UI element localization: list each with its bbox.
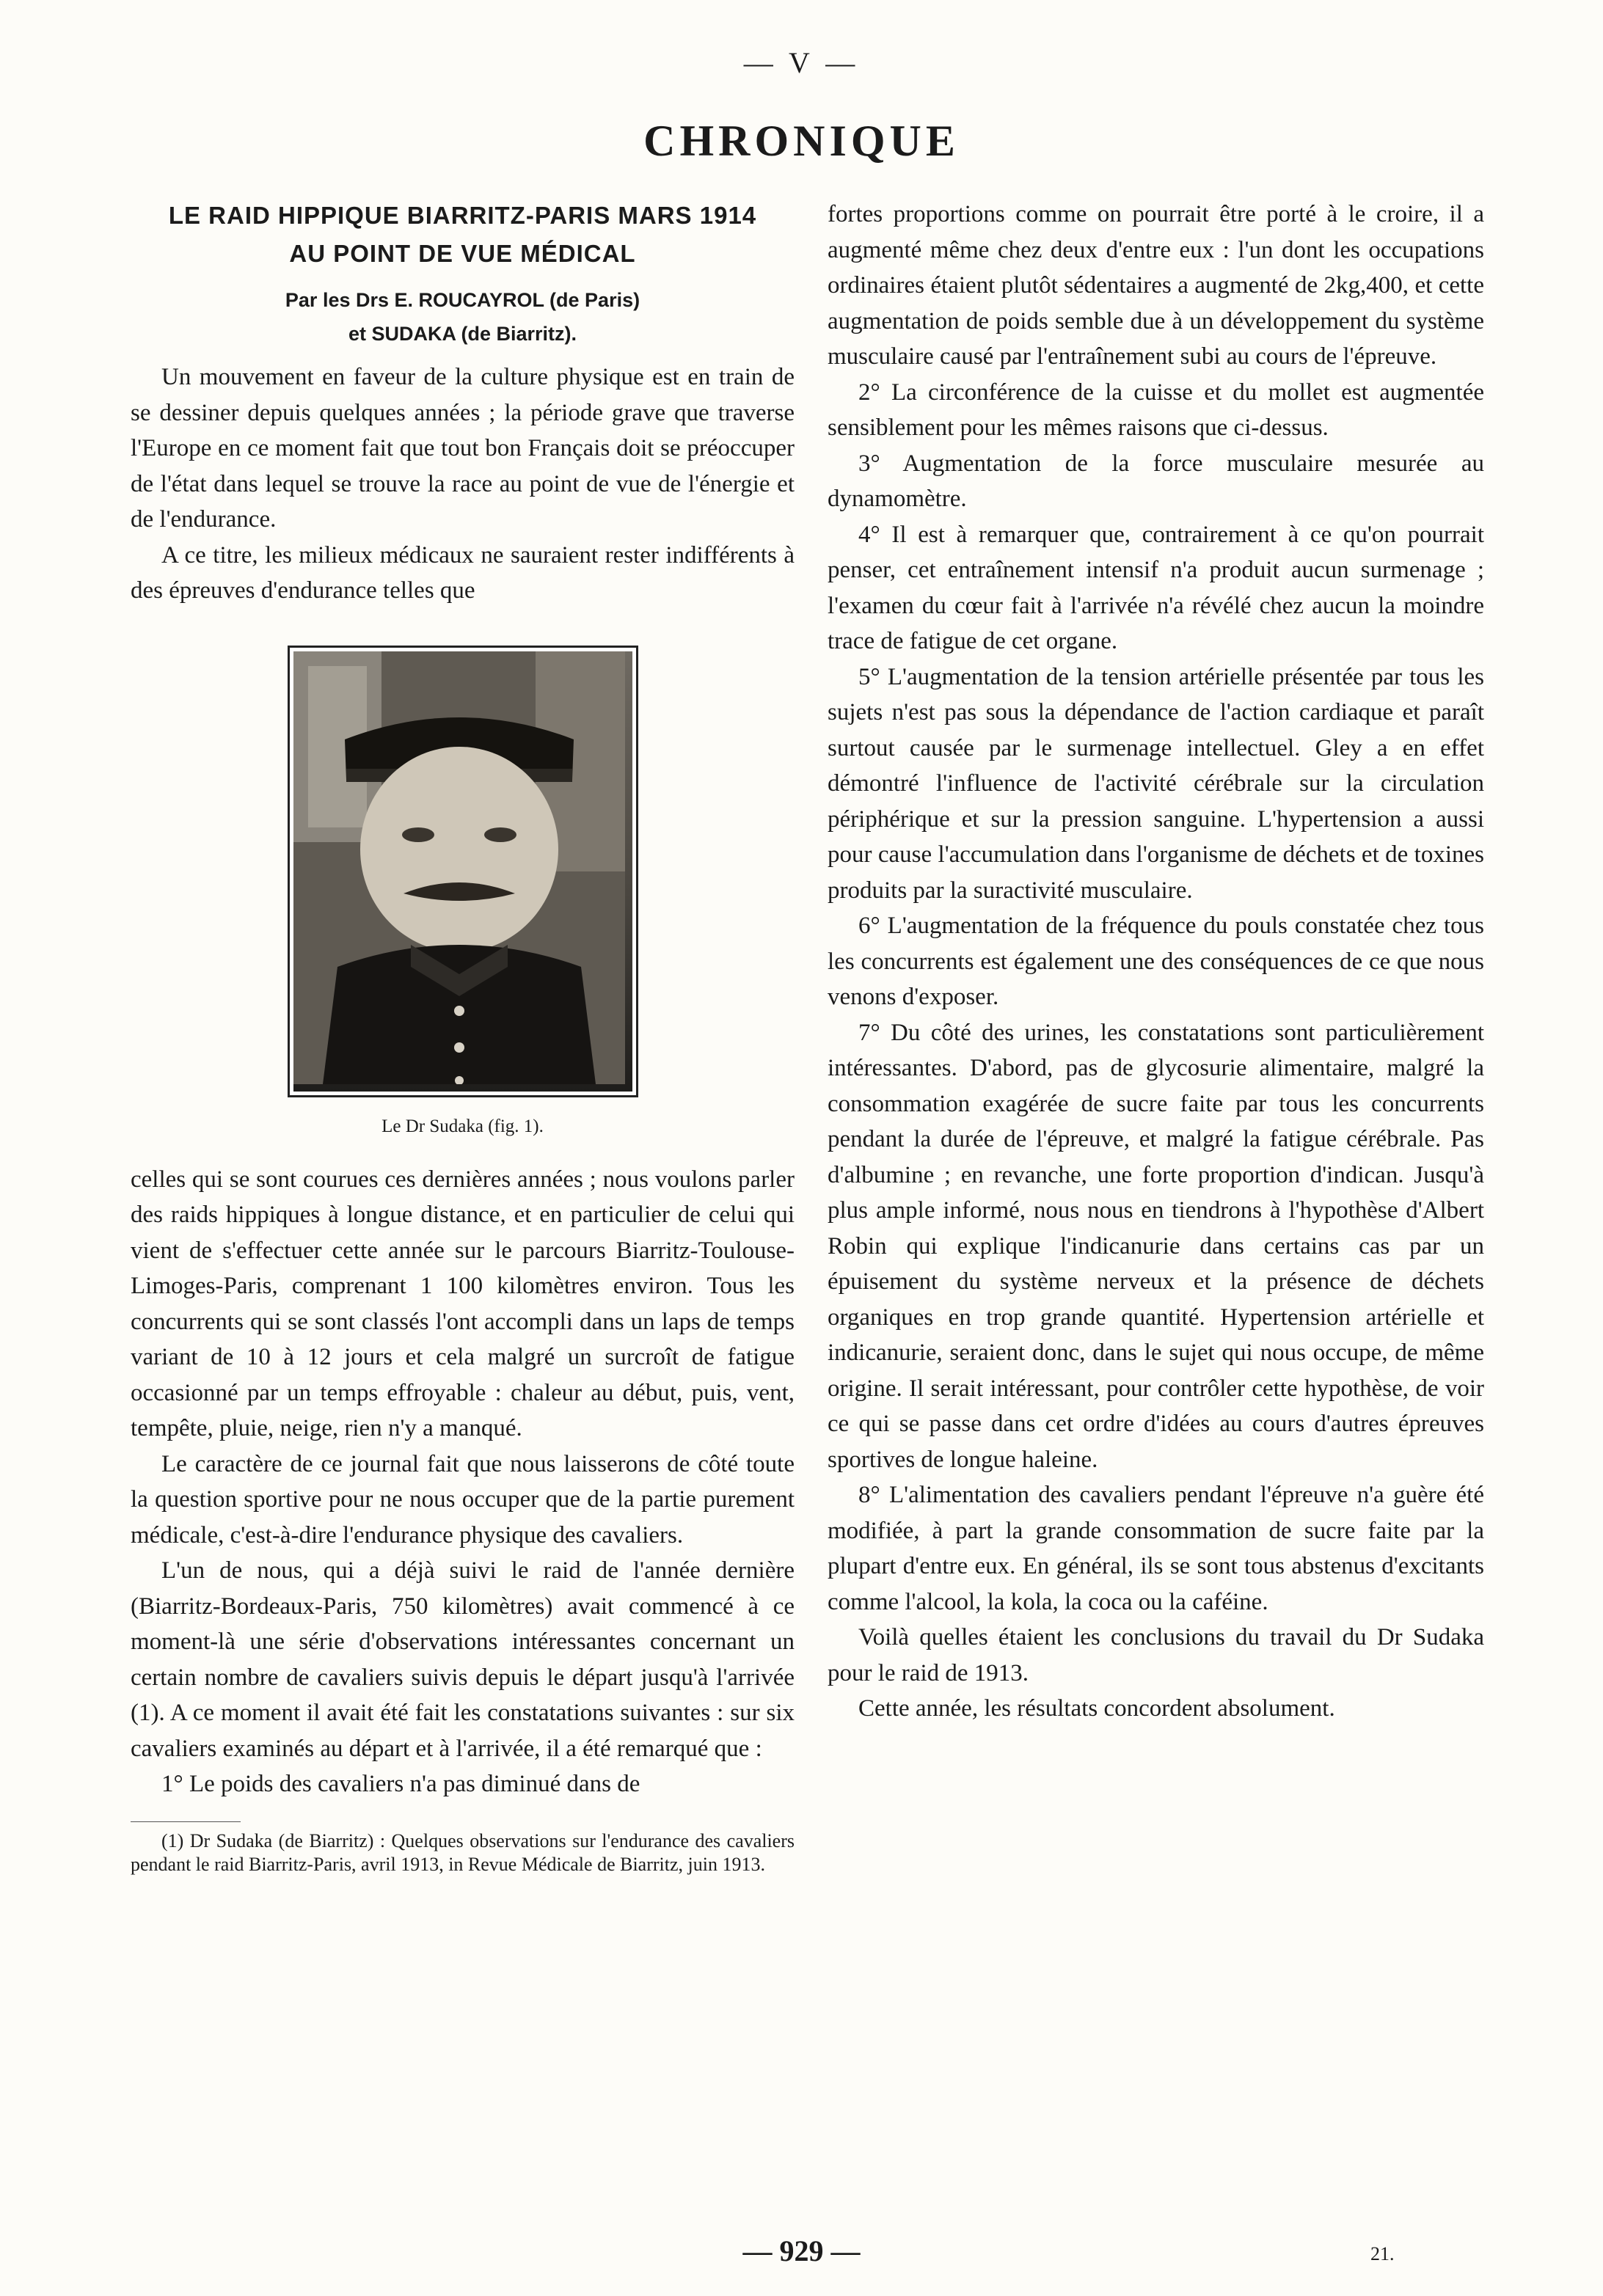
figure-caption: Le Dr Sudaka (fig. 1). [381, 1116, 544, 1136]
paragraph: 2° La circonférence de la cuisse et du mollet est augmentée sensiblement pour les mêmes raisons que ci-dessus. [828, 379, 1484, 441]
signature-mark: 21. [1370, 2243, 1395, 2264]
paragraph: fortes proportions comme on pourrait être porté à le croire, il a augmenté même chez deux d'entre eux : l'un dont les occupations ordinaires étaient plutôt sédentaires a augmenté de 2kg,400, et cette augmentation de poids semble due à un développement du système musculaire causé par l'entraînement subi au cours de l'épreuve. [828, 201, 1484, 370]
article-title-line-1: LE RAID HIPPIQUE BIARRITZ-PARIS MARS 1914 [168, 202, 757, 229]
paragraph: 8° L'alimentation des cavaliers pendant l'épreuve n'a guère été modifiée, à part la grande consommation de sucre faite par la plupart d'entre eux. En général, ils se sont tous abstenus d'excitants comme l'alcool, la kola, la coca ou la caféine. [828, 1482, 1484, 1615]
paragraph: 5° L'augmentation de la tension artérielle présentée par tous les sujets n'est pas sous la dépendance de l'action cardiaque et paraît surtout causée par le surmenage intellectuel. Gley a en effet démontré l'influence de l'activité cérébrale sur la circulation périphérique et sur la pression sanguine. L'hypertension a aussi pour cause l'accumulation dans l'organisme de déchets et de toxines produits par la suractivité musculaire. [828, 663, 1484, 904]
article-byline [131, 283, 795, 351]
byline-line-2: et SUDAKA (de Biarritz). [348, 323, 577, 345]
paragraph: Le caractère de ce journal fait que nous laisserons de côté toute la question sportive pour ne nous occuper que de la partie purement médicale, c'est-à-dire l'endurance physique des cavaliers. [131, 1450, 795, 1549]
section-title: CHRONIQUE [643, 117, 960, 165]
footnote: (1) Dr Sudaka (de Biarritz) : Quelques observations sur l'endurance des cavaliers pendant le raid Biarritz-Paris, avril 1913, in Revue Médicale de Biarritz, juin 1913. [131, 1829, 795, 1875]
paragraph: 7° Du côté des urines, les constatations sont particulièrement intéressantes. D'abord, pas de glycosurie alimentaire, malgré la consommation exagérée de sucre faite par tous les concurrents pendant la durée de l'épreuve, et malgré la fatigue cérébrale. Pas d'albumine ; en revanche, une forte proportion d'indican. Jusqu'à plus ample informé, nous nous en tiendrons à l'hypothèse d'Albert Robin qui explique l'indicanurie dans certains cas par un épuisement du système nerveux et la présence de déchets organiques en trop grande quantité. Hypertension artérielle et indicanurie, seraient donc, dans le sujet qui nous occupe, de même origine. Il serait intéressant, pour contrôler cette hypothèse, de voir ce qui se passe dans cet ordre d'idées au cours d'autres épreuves sportives de longue haleine. [828, 1019, 1484, 1473]
portrait-photo [293, 651, 632, 1092]
paragraph: 6° L'augmentation de la fréquence du pouls constatée chez tous les concurrents est également une des conséquences de ce que nous venons d'exposer. [828, 913, 1484, 1010]
paragraph: 3° Augmentation de la force musculaire mesurée au dynamomètre. [828, 450, 1484, 512]
paragraph: 1° Le poids des cavaliers n'a pas diminué dans de [161, 1771, 640, 1797]
paragraph: Voilà quelles étaient les conclusions du travail du Dr Sudaka pour le raid de 1913. [828, 1624, 1484, 1686]
paragraph: Un mouvement en faveur de la culture physique est en train de se dessiner depuis quelques années ; la période grave que traverse l'Europe en ce moment fait que tout bon Français doit se préoccuper de l'état dans lequel se trouve la race au point de vue de l'énergie et de l'endurance. [131, 364, 795, 533]
article-title-line-2: AU POINT DE VUE MÉDICAL [289, 240, 636, 267]
paragraph: celles qui se sont courues ces dernières années ; nous voulons parler des raids hippiques à longue distance, et en particulier de celui qui vient de s'effectuer cette année sur le parcours Biarritz-Toulouse-Limoges-Paris, comprenant 1 100 kilomètres environ. Tous les concurrents qui se sont classés l'ont accompli dans un laps de temps variant de 10 à 12 jours et cela malgré un surcroît de fatigue occasionné par un temps effroyable : chaleur au début, puis, vent, tempête, pluie, neige, rien n'y a manqué. [131, 1166, 795, 1441]
right-column [828, 197, 1484, 1727]
left-column [131, 197, 795, 1876]
page-number: — 929 — [742, 2234, 861, 2267]
footnote-divider [131, 1821, 241, 1822]
article-title [131, 197, 795, 273]
byline-line-1: Par les Drs E. ROUCAYROL (de Paris) [285, 289, 640, 311]
portrait-figure [288, 646, 638, 1097]
portrait-illustration [293, 651, 625, 1084]
paragraph: A ce titre, les milieux médicaux ne sauraient rester indifférents à des épreuves d'endurance telles que [131, 541, 795, 604]
paragraph: 4° Il est à remarquer que, contrairement à ce qu'on pourrait penser, cet entraînement intensif n'a produit aucun surmenage ; l'examen du cœur fait à l'arrivée n'a révélé chez aucun la moindre trace de fatigue de cet organe. [828, 521, 1484, 654]
paragraph: Cette année, les résultats concordent absolument. [858, 1695, 1335, 1722]
paragraph: L'un de nous, qui a déjà suivi le raid de l'année dernière (Biarritz-Bordeaux-Paris, 750 kilomètres) avait commencé à ce moment-là une série d'observations intéressantes concernant un certain nombre de cavaliers suivis depuis le départ jusqu'à l'arrivée (1). A ce moment il avait été fait les constatations suivantes : sur six cavaliers examinés au départ et à l'arrivée, il a été remarqué que : [131, 1557, 795, 1762]
folio: — V — [743, 46, 860, 79]
